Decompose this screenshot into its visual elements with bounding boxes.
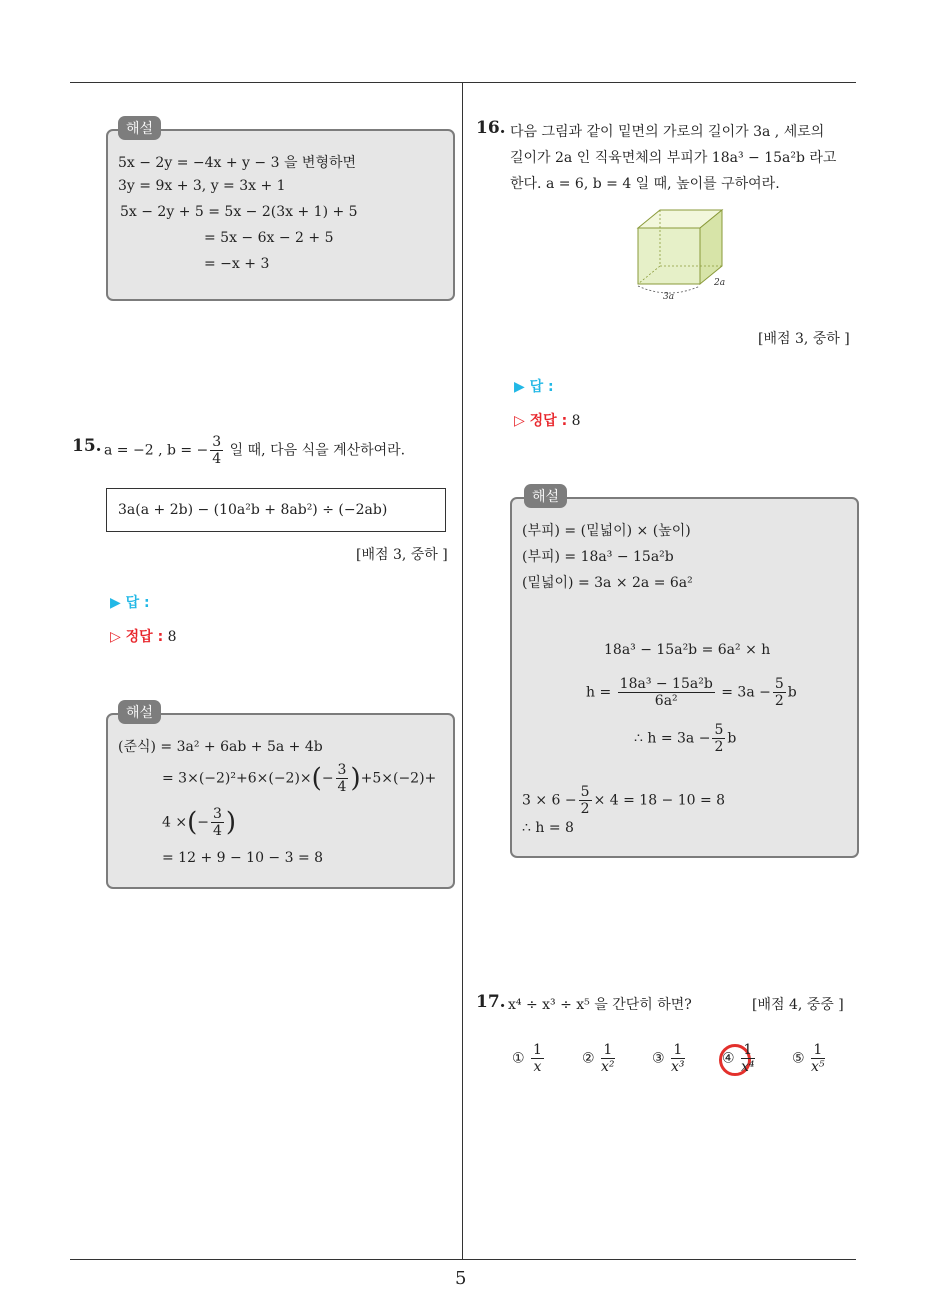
q16-sol-5-frac [618,676,715,709]
q15-answer-label: ▶ 답 : [110,595,150,611]
paren-left: ( [311,763,322,794]
q15-sol-line-2: = 3×(−2)²+6×(−2)×(− $\frac{3}{4}$ )+5×(−2)+ [162,762,437,795]
q16-sol-5-b: b [787,684,797,701]
q16-sol-6-frac [712,722,725,755]
q16-correct-label: ▷ 정답 : [514,413,568,429]
q14-sol-line-3: 5x − 2y + 5 = 5x − 2(3x + 1) + 5 [120,204,358,220]
q14-sol-line-5: = −x + 3 [204,256,270,272]
q16-sol-5-den: 6a² [654,693,678,709]
q17-choice-5[interactable] [792,1042,827,1075]
choice-den: x⁵ [811,1059,825,1075]
choice-den: x³ [671,1059,685,1075]
q16-sol-7-frac [579,784,592,817]
choice-den: x⁴ [741,1059,755,1075]
q15-prompt [104,434,405,467]
q16-score: [배점 3, 중하 ] [758,331,850,347]
choice-num: 1 [741,1042,755,1059]
choice-fraction [741,1042,755,1075]
q16-sol-5-frac2 [773,676,786,709]
q16-sol-6-f-den: 2 [714,739,724,755]
q14-sol-line-2: 3y = 9x + 3, y = 3x + 1 [118,178,286,194]
q15-frac-num: 3 [212,434,222,450]
q16-correct-value: 8 [571,413,581,429]
q15-sol-2-frac [336,762,349,795]
q16-sol-5-f-num: 5 [774,676,784,692]
q15-prompt-fraction [210,434,223,467]
q15-sol-line-3: 4 ×(− $\frac{3}{4}$ ) [162,806,237,839]
choice-den: x [533,1059,542,1075]
choice-mark: ⑤ [792,1050,805,1067]
q15-sol-2-frac-den: 4 [337,779,347,795]
q15-sol-3-frac-num: 3 [212,806,222,822]
q17-score: [배점 4, 중중 ] [752,997,844,1013]
q15-score: [배점 3, 중하 ] [356,547,448,563]
q15-expression: 3a(a + 2b) − (10a²b + 8ab²) ÷ (−2ab) [118,502,388,518]
q15-sol-2b: +5×(−2)+ [360,770,437,787]
q15-sol-2a: = 3×(−2)²+6×(−2)× [162,770,312,787]
q16-sol-line-3: (밑넓이) = 3a × 2a = 6a² [522,575,693,591]
q15-prompt-b: 일 때, 다음 식을 계산하여라. [225,442,406,459]
page-number: 5 [455,1268,467,1289]
q16-sol-line-8: ∴ h = 8 [522,820,574,836]
cuboid-label-3a: 3a [663,292,675,302]
q14-sol-line-1: 5x − 2y = −4x + y − 3 을 변형하면 [118,155,357,171]
q16-sol-line-5 [586,676,797,709]
choice-mark: ③ [652,1050,665,1067]
q17-choice-1[interactable] [512,1042,546,1075]
q15-solution-tag: 해설 [118,700,161,724]
q16-sol-line-1: (부피) = (밑넓이) × (높이) [522,523,691,539]
q16-sol-6-f-num: 5 [714,722,724,738]
q14-solution-tag: 해설 [118,116,161,140]
q16-text-3: 한다. a = 6, b = 4 일 때, 높이를 구하여라. [510,176,780,192]
q15-frac-den: 4 [212,451,222,467]
choice-num: 1 [533,1042,542,1058]
q16-sol-7-f-den: 2 [580,801,590,817]
paren-right: ) [350,763,361,794]
q17-choice-4[interactable] [722,1042,757,1075]
q16-sol-7a: 3 × 6 − [522,792,577,809]
q16-sol-line-4: 18a³ − 15a²b = 6a² × h [604,642,771,658]
q16-sol-5-f-den: 2 [774,693,784,709]
q16-sol-7-f-num: 5 [580,784,590,800]
q16-correct [514,410,581,430]
q15-correct-value: 8 [167,629,177,645]
choice-mark: ① [512,1050,525,1067]
q16-number: 16. [476,118,506,138]
q16-sol-6: ∴ h = 3a − [634,730,711,747]
q16-solution-tag: 해설 [524,484,567,508]
q16-text-1: 다음 그림과 같이 밑면의 가로의 길이가 3a , 세로의 [510,124,825,140]
q17-choice-3[interactable] [652,1042,687,1075]
q16-answer-label: ▶ 답 : [514,379,554,395]
paren-right: ) [225,807,237,838]
choice-mark: ④ [722,1050,735,1067]
q16-sol-line-2: (부피) = 18a³ − 15a²b [522,549,674,565]
q16-sol-5-lhs: h = [586,684,612,701]
q16-cuboid-figure [630,208,740,302]
q15-sol-3-frac-den: 4 [212,823,222,839]
choice-den: x² [601,1059,615,1075]
column-divider [462,83,463,1260]
q16-sol-6-b: b [727,730,737,747]
q15-sol-3-frac [211,806,224,839]
choice-fraction [811,1042,825,1075]
q17-number: 17. [476,992,506,1012]
choice-fraction [671,1042,685,1075]
q15-sol-line-4: = 12 + 9 − 10 − 3 = 8 [162,850,324,866]
q15-sol-3a: 4 × [162,814,188,831]
q16-sol-7b: × 4 = 18 − 10 = 8 [593,792,726,809]
q15-correct-label: ▷ 정답 : [110,629,164,645]
q16-text-2: 길이가 2a 인 직육면체의 부피가 18a³ − 15a²b 라고 [510,150,837,166]
bottom-rule [70,1259,856,1260]
choice-num: 1 [671,1042,685,1059]
q15-prompt-a: a = −2 , b = − [104,442,209,459]
choice-fraction [531,1042,544,1075]
top-rule [70,82,856,83]
q16-sol-line-6 [634,722,736,755]
q15-sol-2-frac-num: 3 [337,762,347,778]
choice-mark: ② [582,1050,595,1067]
q15-correct [110,626,177,646]
q14-sol-line-4: = 5x − 6x − 2 + 5 [204,230,334,246]
choice-fraction [601,1042,615,1075]
q16-sol-5-num: 18a³ − 15a²b [619,676,713,692]
cuboid-label-2a: 2a [714,278,726,288]
q16-sol-5-rhs: = 3a − [721,684,771,701]
cuboid-front-face [638,228,700,284]
choice-num: 1 [811,1042,825,1059]
q17-choice-2[interactable] [582,1042,617,1075]
paren-left: ( [187,807,198,838]
q15-sol-line-1: (준식) = 3a² + 6ab + 5a + 4b [118,739,323,755]
choice-num: 1 [601,1042,615,1059]
q15-number: 15. [72,436,102,456]
q17-text: x⁴ ÷ x³ ÷ x⁵ 을 간단히 하면? [508,997,692,1013]
q16-sol-line-7 [522,784,725,817]
